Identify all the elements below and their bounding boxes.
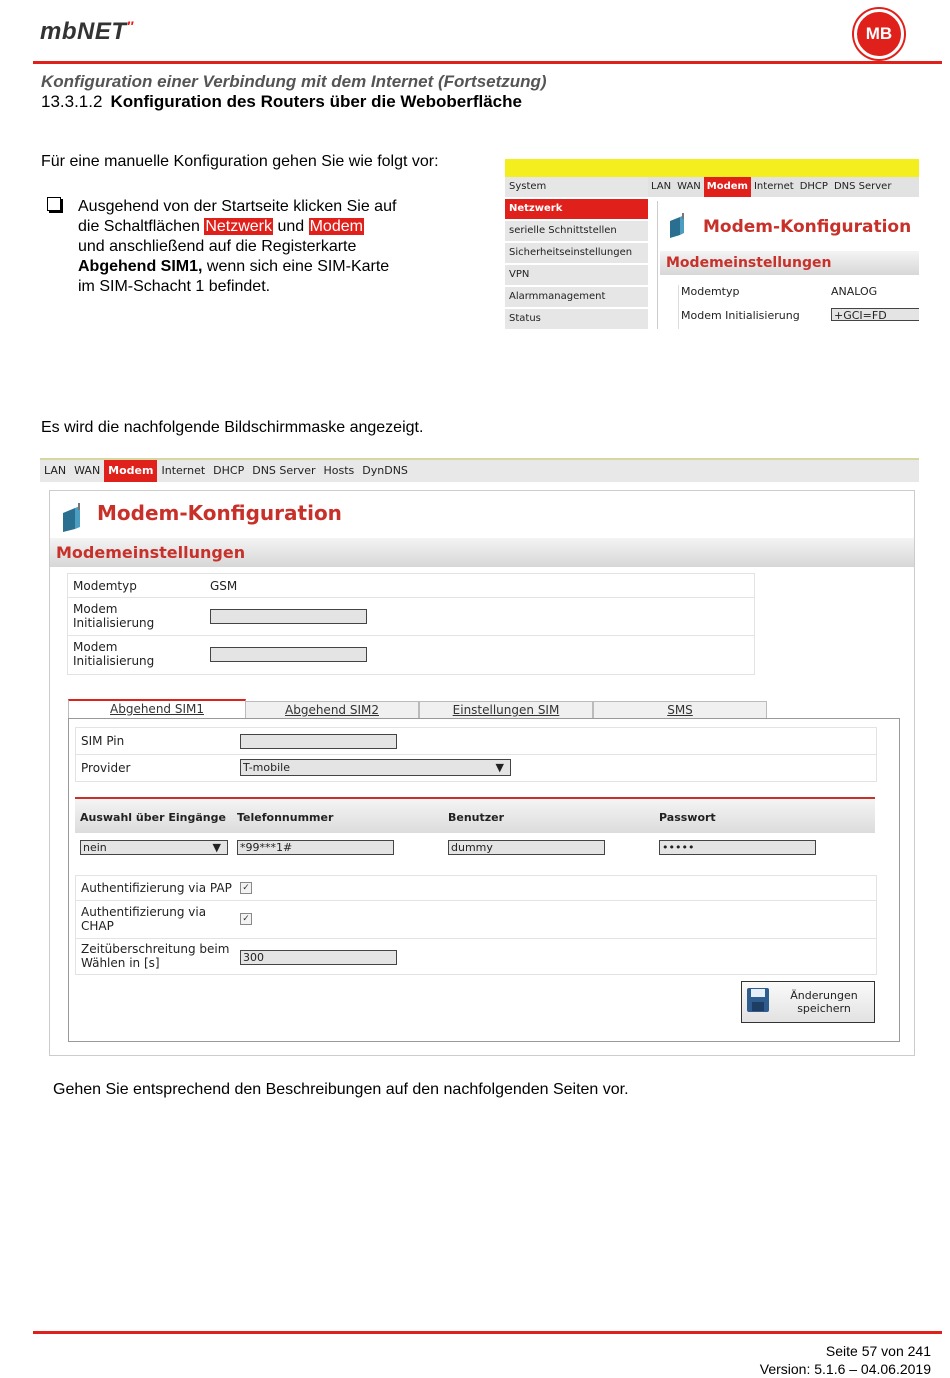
credentials-header: [75, 799, 875, 833]
intro-text: Für eine manuelle Konfiguration gehen Sie wie folgt vor:: [41, 153, 439, 170]
passwort-input[interactable]: •••••: [659, 840, 816, 855]
save-button-label: Änderungen speichern: [790, 989, 858, 1015]
section-header: Modemeinstellungen: [50, 538, 914, 567]
modem-init-input[interactable]: [210, 609, 367, 624]
mb-badge-logo: MB: [854, 9, 904, 59]
page-number: Seite 57 von 241: [825, 1343, 931, 1359]
network-tabs: [40, 458, 919, 482]
sidebar-item-status[interactable]: Status: [505, 309, 648, 329]
chapter-subtitle: Konfiguration einer Verbindung mit dem Internet (Fortsetzung): [41, 72, 547, 91]
header-benutzer: Benutzer: [448, 811, 505, 824]
step-text: Ausgehend von der Startseite klicken Sie auf die Schaltflächen Netzwerk und Modem und anschließend auf die Registerkarte Abgehend SIM1, wenn sich eine SIM-Karte im SIM-Schacht 1 befindet.: [78, 198, 397, 295]
tab-dhcp[interactable]: DHCP: [799, 181, 828, 192]
modemtyp-value: ANALOG: [831, 285, 878, 298]
screenshot-navigation: [505, 159, 919, 329]
modem-init-label: Modem Initialisierung: [73, 640, 155, 668]
credentials-table: [75, 797, 875, 861]
auswahl-select[interactable]: nein ▼: [80, 840, 228, 855]
tab-wan[interactable]: WAN: [677, 181, 701, 192]
provider-label: Provider: [81, 761, 131, 775]
chap-checkbox[interactable]: ✓: [240, 913, 252, 925]
tab-modem[interactable]: Modem: [704, 177, 751, 197]
telefonnummer-input[interactable]: *99***1#: [237, 840, 394, 855]
section-header: Modemeinstellungen: [660, 251, 919, 275]
modem-init-row-1: [68, 597, 754, 636]
mbnet-logo: mbNET″: [40, 18, 134, 45]
modem-init-label: Modem Initialisierung: [73, 602, 155, 630]
modemtyp-label: Modemtyp: [681, 285, 740, 298]
modem-init-input[interactable]: +GCI=FD: [831, 308, 919, 321]
closing-text: Gehen Sie entsprechend den Beschreibungen auf den nachfolgenden Seiten vor.: [53, 1081, 629, 1098]
save-button[interactable]: [741, 981, 875, 1023]
header-divider: [33, 61, 942, 64]
sidebar-item-alarmmanagement[interactable]: Alarmmanagement: [505, 287, 648, 309]
sidebar: [505, 177, 648, 329]
tab-internet[interactable]: Internet: [161, 464, 206, 477]
sidebar-item-system[interactable]: System: [505, 177, 648, 199]
sim-pin-row: [76, 728, 876, 755]
modem-icon: [668, 213, 688, 239]
sidebar-item-vpn[interactable]: VPN: [505, 265, 648, 287]
floppy-disk-icon: [746, 987, 770, 1013]
modem-icon: [60, 503, 86, 533]
sidebar-item-sicherheitseinstellungen[interactable]: Sicherheitseinstellungen: [505, 243, 648, 265]
tab-dns-server[interactable]: DNS Server: [252, 464, 316, 477]
footer-divider: [33, 1331, 942, 1334]
modem-init-label: Modem Initialisierung: [681, 309, 800, 322]
tab-dhcp[interactable]: DHCP: [213, 464, 245, 477]
panel-title: Modem-Konfiguration: [97, 501, 342, 525]
tab-modem[interactable]: Modem: [104, 460, 157, 482]
timeout-row: [76, 938, 876, 974]
modem-settings-table: [67, 573, 755, 675]
header-passwort: Passwort: [659, 811, 716, 824]
tab-hosts[interactable]: Hosts: [323, 464, 355, 477]
tab-einstellungen-sim[interactable]: Einstellungen SIM: [419, 701, 593, 719]
tab-dns-server[interactable]: DNS Server: [833, 181, 892, 192]
modemtyp-row: [68, 574, 754, 598]
tab-lan[interactable]: LAN: [44, 464, 67, 477]
tab-sms[interactable]: SMS: [593, 701, 767, 719]
settings-table: [678, 285, 919, 329]
tab-wan[interactable]: WAN: [74, 464, 101, 477]
modem-init-row-2: [68, 635, 754, 673]
checkbox-bullet-icon: [47, 197, 61, 211]
pap-label: Authentifizierung via PAP: [81, 881, 232, 895]
sim-pin-label: SIM Pin: [81, 734, 125, 748]
screenshot-modem-config: [40, 458, 919, 1058]
modem-highlight: Modem: [309, 218, 363, 235]
benutzer-input[interactable]: dummy: [448, 840, 605, 855]
sim-pin-input[interactable]: [240, 734, 397, 749]
chap-row: [76, 900, 876, 939]
dropdown-arrow-icon: ▼: [212, 841, 221, 854]
tab-abgehend-sim2[interactable]: Abgehend SIM2: [245, 701, 419, 719]
timeout-input[interactable]: 300: [240, 950, 397, 965]
modemtyp-value: GSM: [210, 579, 238, 593]
dropdown-arrow-icon: ▼: [495, 761, 504, 774]
network-tabs: [648, 177, 919, 197]
timeout-label: Zeitüberschreitung beim Wählen in [s]: [81, 942, 230, 970]
pap-checkbox[interactable]: ✓: [240, 882, 252, 894]
modemtyp-label: Modemtyp: [73, 579, 137, 593]
sidebar-item-serielle-schnittstellen[interactable]: serielle Schnittstellen: [505, 221, 648, 243]
sim-settings-table: [75, 727, 877, 782]
mask-text: Es wird die nachfolgende Bildschirmmaske angezeigt.: [41, 419, 424, 436]
provider-select[interactable]: T-mobile ▼: [240, 759, 511, 776]
chap-label: Authentifizierung via CHAP: [81, 905, 207, 933]
modem-panel: [657, 201, 919, 329]
modem-config-panel: [49, 490, 915, 1056]
header-auswahl: Auswahl über Eingänge: [80, 811, 226, 824]
panel-title: Modem-Konfiguration: [703, 217, 912, 237]
tab-internet[interactable]: Internet: [753, 181, 794, 192]
tab-dyndns[interactable]: DynDNS: [362, 464, 408, 477]
modem-init-input[interactable]: [210, 647, 367, 662]
header-telefonnummer: Telefonnummer: [237, 811, 334, 824]
sim1-tab-content: [68, 718, 900, 1042]
section-heading: 13.3.1.2 Konfiguration des Routers über die Weboberfläche: [41, 92, 522, 111]
tab-lan[interactable]: LAN: [651, 181, 672, 192]
version-info: Version: 5.1.6 – 04.06.2019: [759, 1361, 931, 1377]
sidebar-item-netzwerk[interactable]: Netzwerk: [505, 199, 648, 221]
netzwerk-highlight: Netzwerk: [205, 218, 272, 235]
top-bar: [505, 159, 919, 177]
pap-row: [76, 876, 876, 901]
tab-abgehend-sim1[interactable]: Abgehend SIM1: [68, 699, 246, 718]
auth-table: [75, 875, 877, 975]
